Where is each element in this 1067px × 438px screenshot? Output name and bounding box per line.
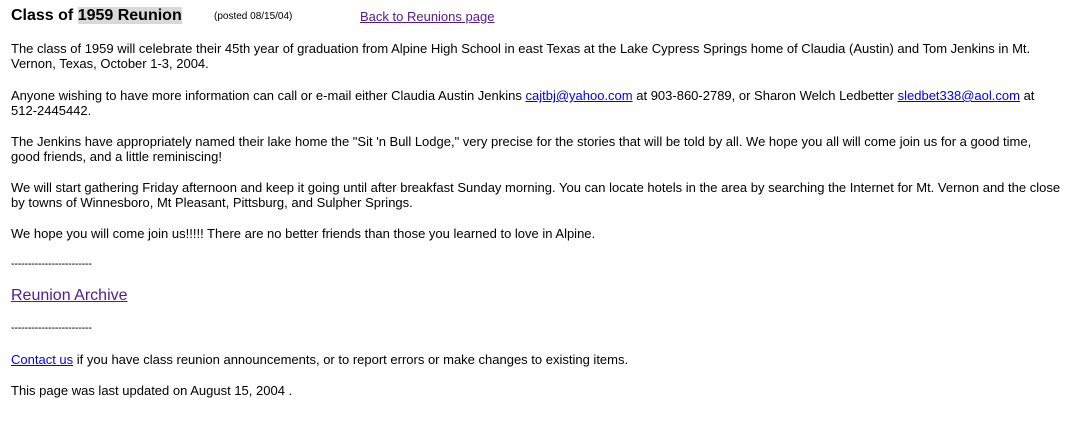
paragraph-lodge: The Jenkins have appropriately named their lake home the "Sit 'n Bull Lodge," very precise for the stories that will be told by all. We hope you all will come join us for a good time, good friends, and a little reminiscing! — [11, 134, 1032, 164]
footer-contact-text: if you have class reunion announcements, or to report errors or make changes to existing items. — [73, 352, 629, 367]
email-link-claudia[interactable]: cajtbj@yahoo.com — [525, 88, 633, 103]
paragraph-contact-text-b: at 903-860-2789, or Sharon Welch Ledbetter — [632, 88, 898, 103]
footer-contact — [11, 352, 1061, 367]
paragraph-closing: We hope you will come join us!!!!! There are no better friends than those you learned to love in Alpine. — [11, 226, 596, 241]
paragraph-contact-info — [11, 88, 1061, 118]
contact-us-link[interactable]: Contact us — [11, 352, 74, 367]
paragraph-schedule: We will start gathering Friday afternoon and keep it going until after breakfast Sunday morning. You can locate hotels in the area by searching the Internet for Mt. Vernon and the close by towns of Winnesboro, Mt Pleasant, Pittsburg, and Sulpher Springs. — [11, 180, 1061, 210]
paragraph-contact-text-c: at 512-2445442. — [11, 88, 1035, 118]
posted-date: (posted 08/15/04) — [214, 11, 293, 22]
page-title — [11, 7, 182, 25]
paragraph-intro: The class of 1959 will celebrate their 45th year of graduation from Alpine High School in east Texas at the Lake Cypress Springs home of Claudia (Austin) and Tom Jenkins in Mt. Vernon, Texas, October 1-3, 2004. — [11, 41, 1031, 71]
divider-bottom: ------------------------ — [11, 322, 92, 334]
last-updated: This page was last updated on August 15, 2004 . — [11, 383, 293, 398]
paragraph-contact-text-a: Anyone wishing to have more information can call or e-mail either Claudia Austin Jenkins — [11, 88, 526, 103]
header-row — [11, 6, 1061, 28]
page-title-prefix: Class of — [11, 7, 78, 24]
reunion-archive-link[interactable]: Reunion Archive — [11, 287, 128, 304]
divider-top: ------------------------ — [11, 258, 92, 270]
page-title-highlight: 1959 Reunion — [77, 7, 182, 24]
back-to-reunions-link[interactable]: Back to Reunions page — [360, 9, 495, 24]
email-link-sharon[interactable]: sledbet338@aol.com — [897, 88, 1020, 103]
